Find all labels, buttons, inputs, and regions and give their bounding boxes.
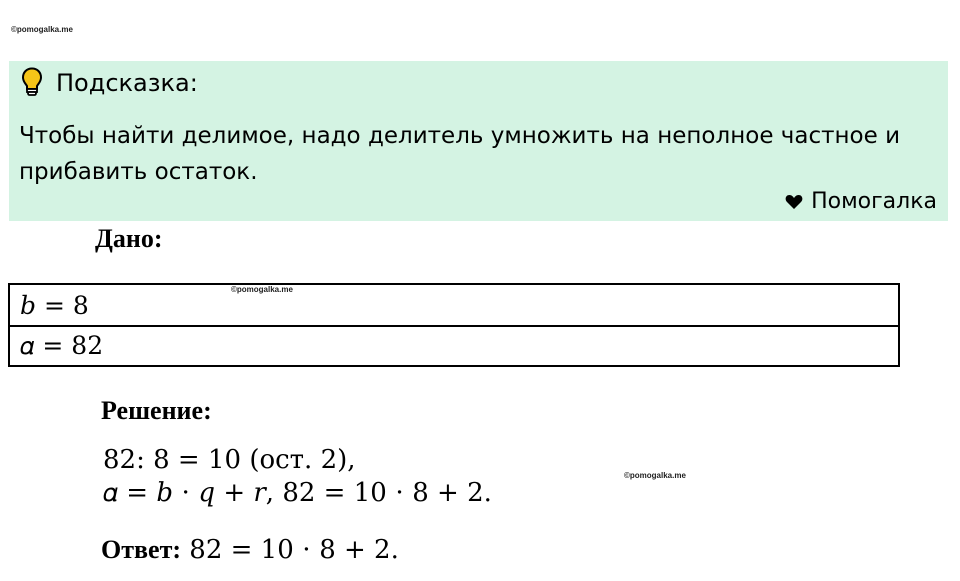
watermark: ©pomogalka.me bbox=[11, 25, 73, 34]
answer bbox=[101, 535, 399, 565]
given-title: Дано: bbox=[95, 224, 163, 253]
brand-label: Помогалка bbox=[811, 189, 937, 214]
given-row: 𝑏 = 8 bbox=[20, 290, 89, 320]
lightbulb-icon bbox=[21, 67, 43, 97]
solution-line: 82: 8 = 10 (ост. 2), bbox=[103, 445, 356, 475]
answer-expression: 82 = 10 ⋅ 8 + 2. bbox=[189, 535, 399, 565]
heart-icon bbox=[785, 194, 803, 210]
watermark: ©pomogalka.me bbox=[231, 285, 293, 294]
brand-signature bbox=[785, 189, 937, 214]
solution-line: 𝛼 = 𝑏 ⋅ 𝑞 + 𝑟, 82 = 10 ⋅ 8 + 2. bbox=[103, 478, 492, 508]
hint-title: Подсказка: bbox=[56, 69, 198, 97]
watermark: ©pomogalka.me bbox=[624, 471, 686, 480]
hint-box bbox=[9, 61, 948, 221]
hint-text: Чтобы найти делимое, надо делитель умножить на неполное частное и прибавить остаток. bbox=[19, 123, 901, 185]
solution-title: Решение: bbox=[101, 396, 212, 425]
given-table bbox=[8, 283, 900, 367]
answer-label: Ответ: bbox=[101, 535, 182, 564]
given-row: 𝛼 = 82 bbox=[10, 325, 898, 365]
